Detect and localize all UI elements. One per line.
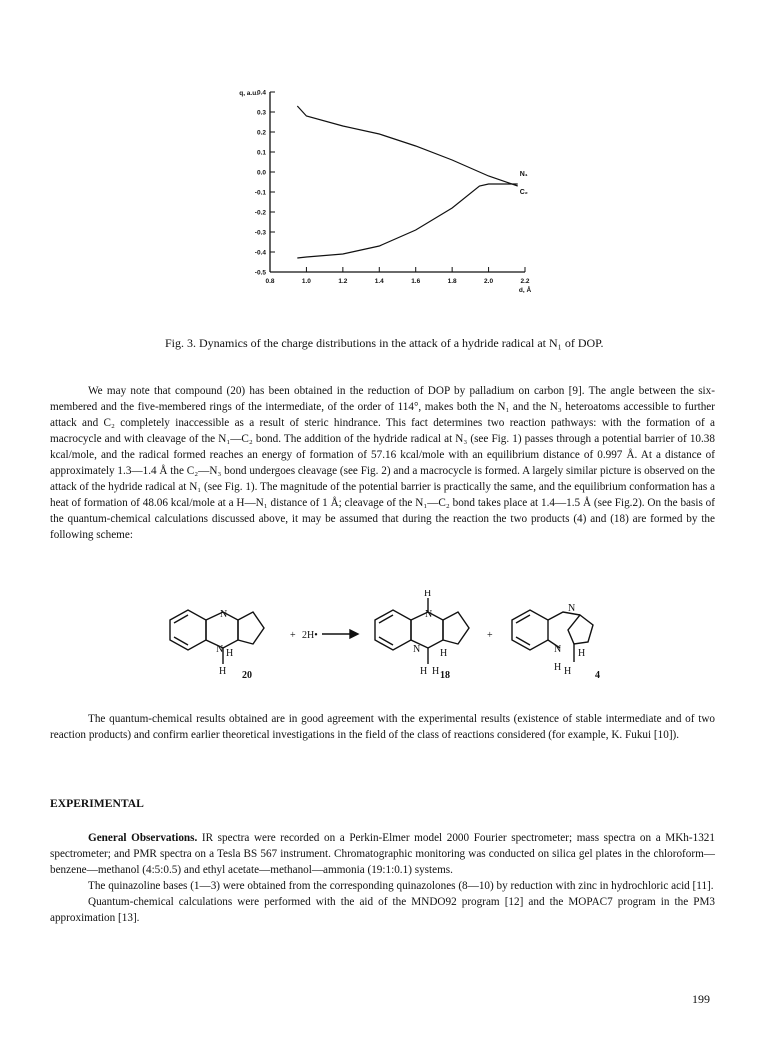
chart-labels [239,90,531,294]
y-tick-label: 0.0 [256,169,266,177]
y-tick-label: -0.4 [254,249,266,257]
x-tick-label: 2.2 [520,278,530,285]
compound-18-structure [375,598,469,664]
y-tick-label: 0.2 [256,129,266,137]
paragraph-2-text: The quantum-chemical results obtained are in good agreement with the experimental results (existence of stable intermediate and of two reaction products) and confirm earlier theoretical investigations in the field of the class of reactions considered (for example, K. Fukui [10]). [50,713,715,741]
page-number: 199 [692,992,710,1006]
paragraph-1-text: We may note that compound (20) has been obtained in the reduction of DOP by palladium on carbon [9]. The angle between the six-membered and the five-membered rings of the intermediate, of the order of 114°, makes both the N₁ and the N₃ heteroatoms accessible to further attack and C₂ completely inaccessible as a result of steric hindrance. This fact determines two reaction pathways: with the formation of a macrocycle and with cleavage of the N₁—C₂ bond. The addition of the hydride radical at N₃ (see Fig. 1) passes through a potential barrier of 10.38 kcal/mole, and the radical formed reaches an energy of formation of 57.16 kcal/mole with an equilibrium distance of 0.997 Å. At a distance of approximately 1.3—1.4 Å the C₂—N₃ bond undergoes cleavage (see Fig. 2) and a macrocycle is formed. A largely similar picture is observed on the attack of the hydride radical at N₁ (see Fig. 1). The magnitude of the potential barrier is practically the same, and the equilibrium conformation has a heat of formation of 48.06 kcal/mole at a H—N₁ distance of 1 Å; cleavage of the N₁—C₂ bond takes place at 1.4—1.5 Å (see Fig.2). On the basis of the quantum-chemical calculations discussed above, it may be assumed that during the reaction the two products (4) and (18) are formed by the following scheme: [50,385,715,541]
x-tick-label: 1.8 [447,278,457,285]
chart-axes [270,92,525,272]
scheme-svg [150,590,620,685]
chart-ticks [255,90,530,286]
compound-4-h2-label: H [564,666,572,677]
compound-18-n-label: N [425,609,433,620]
compound-4-h3-label: H [578,648,586,659]
experimental-section [50,830,715,926]
compound-20-structure [170,610,264,664]
general-observations-text: IR spectra were recorded on a Perkin-Elmer model 2000 Fourier spectrometer; mass spectra on a MKh-1321 spectrometer; and PMR spectra on a Tesla BS 567 instrument. Chromatographic monitoring was conducted on silica gel plates in the chloroform—benzene—methanol (4:5:0.5) and ethyl acetate—methanol—ammonia (19:1:0.1) systems. [50,832,715,876]
series-line-n1 [297,106,517,186]
x-tick-label: 0.8 [265,278,275,285]
series-line-c2 [297,184,517,258]
compound-20-h2-label: H [219,666,227,677]
y-tick-label: -0.5 [254,269,266,277]
compound-18-nh-label: N [413,644,421,655]
chart-svg [200,70,550,315]
y-tick-label: 0.4 [256,89,266,97]
compound-number-4: 4 [595,670,600,681]
series-label-c2: C₂ [519,189,528,196]
x-tick-label: 2.0 [484,278,494,285]
compound-number-18: 18 [440,670,450,681]
y-tick-label: 0.3 [256,109,266,117]
general-observations [50,830,715,878]
x-tick-label: 1.2 [338,278,348,285]
compound-20-h1-label: H [226,648,234,659]
compound-4-nh-label: N [554,644,562,655]
y-tick-label: -0.1 [254,189,266,197]
compound-number-20: 20 [242,670,252,681]
reaction-scheme [150,590,620,685]
x-tick-label: 1.4 [374,278,384,285]
x-tick-label: 1.6 [411,278,421,285]
experimental-heading: EXPERIMENTAL [50,797,144,810]
scheme-reagent: 2H• [302,630,318,641]
compound-18-h3-label: H [440,648,448,659]
compound-18-top-h-label: H [424,590,432,599]
body-paragraph-2 [50,711,715,743]
scheme-plus-2: + [487,630,493,641]
compound-18-h1-label: H [420,666,428,677]
scheme-plus-1: + [290,630,296,641]
figure-caption: Fig. 3. Dynamics of the charge distributions in the attack of a hydride radical at N₁ of DOP. [165,336,604,350]
compound-18-h2-label: H [432,666,440,677]
series-label-n1: N₁ [519,171,528,178]
compound-20-n-label: N [220,609,228,620]
compound-4-n-label: N [568,603,576,614]
y-tick-label: 0.1 [256,149,266,157]
body-paragraph-1 [50,383,715,543]
general-observations-label: General Observations. [88,832,198,844]
y-tick-label: -0.3 [254,229,266,237]
charge-distribution-chart [200,70,550,315]
chart-series [297,106,517,258]
quinazoline-bases-text: The quinazoline bases (1—3) were obtained from the corresponding quinazolones (8—10) by reduction with zinc in hydrochloric acid [11]. [88,880,714,892]
y-axis-label: q, a.u. [239,90,258,97]
compound-4-h1-label: H [554,662,562,673]
x-axis-label: d, Å [518,287,532,294]
x-tick-label: 1.0 [301,278,311,285]
compound-20-nh-label: N [216,644,224,655]
quantum-calculations-text: Quantum-chemical calculations were performed with the aid of the MNDO92 program [12] and the MOPAC7 program in the PM3 approximation [13]. [50,896,715,924]
y-tick-label: -0.2 [254,209,266,217]
